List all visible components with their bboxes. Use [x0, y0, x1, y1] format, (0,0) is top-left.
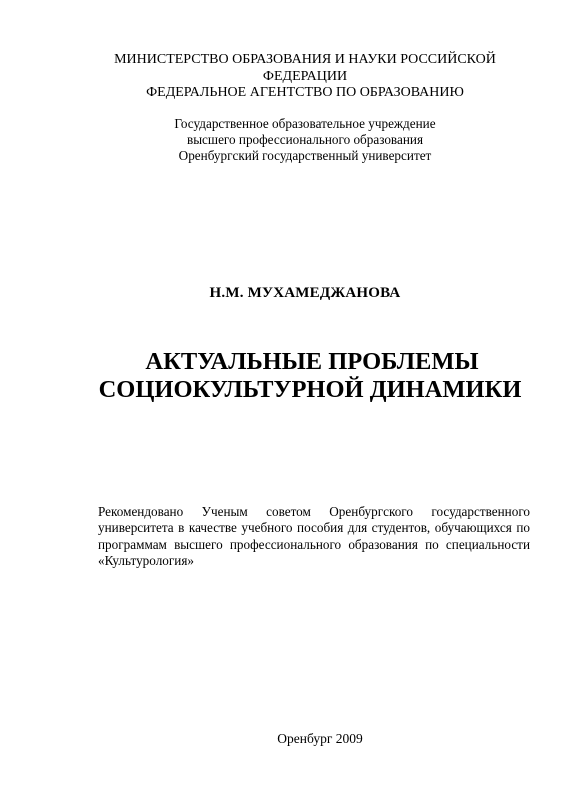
institution-line: Государственное образовательное учреждение [174, 116, 436, 131]
institution-line: Оренбургский государственный университет [178, 148, 432, 164]
city-year: Оренбург 2009 [277, 731, 363, 746]
title-line: АКТУАЛЬНЫЕ ПРОБЛЕМЫ [145, 348, 479, 375]
book-title [60, 348, 560, 404]
institution-line: высшего профессионального образования [186, 132, 424, 148]
ministry-line: ФЕДЕРАЦИИ [262, 68, 348, 84]
recommendation-text: Рекомендовано Ученым советом Оренбургского государственного университета в качестве учебного пособия для студентов, обучающихся по программам высшего профессионального образования по специальности «Культурология» [98, 504, 530, 568]
author-name: Н.М. МУХАМЕДЖАНОВА [209, 285, 401, 301]
institution-header [0, 116, 570, 165]
ministry-line: ФЕДЕРАЛЬНОЕ АГЕНТСТВО ПО ОБРАЗОВАНИЮ [146, 85, 464, 100]
ministry-header [0, 52, 570, 102]
title-line: СОЦИОКУЛЬТУРНОЙ ДИНАМИКИ [98, 376, 522, 403]
ministry-line: МИНИСТЕРСТВО ОБРАЗОВАНИЯ И НАУКИ РОССИЙСКОЙ [114, 52, 496, 67]
